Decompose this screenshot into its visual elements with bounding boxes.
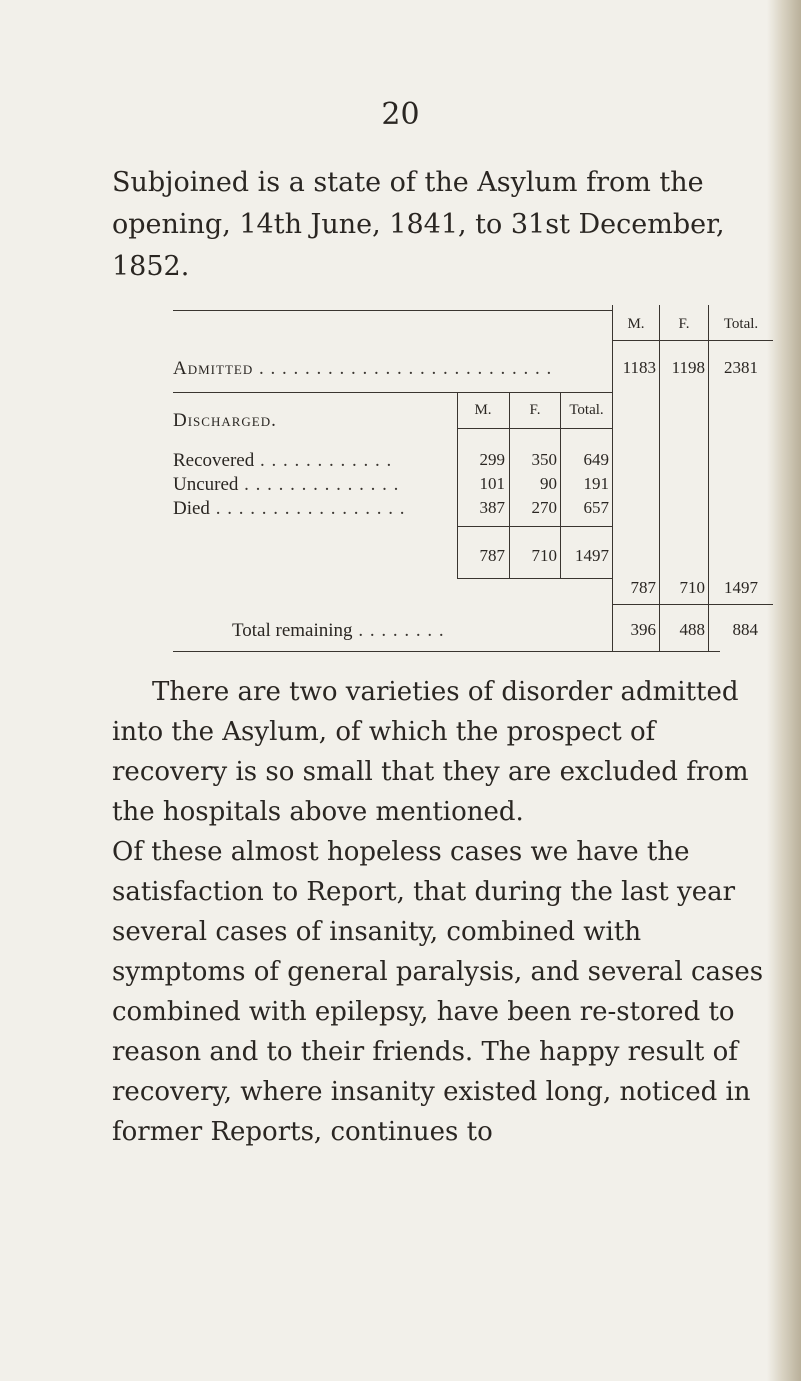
discharged-sum-total: 1497 [575,546,609,565]
body-paragraph-1: There are two varieties of disorder admitted into the Asylum, of which the prospect of recovery is so small that they are excluded from the hospitals above mentioned. [112,677,749,827]
admitted-underline [173,392,613,393]
uncured-total: 191 [583,474,609,493]
discharged-sum-top-rule [457,526,612,527]
header-m: M. [627,316,645,332]
discharged-header-underline [457,428,612,429]
discharged-header-total: Total. [569,402,604,418]
remaining-f: 488 [679,620,705,639]
discharged-sum-bottom-rule [457,578,612,579]
discharged-sum-f: 710 [531,546,557,565]
remaining-total: 884 [732,620,758,639]
discharged-sum-m: 787 [479,546,505,565]
carried-m: 787 [630,578,656,597]
header-f: F. [678,316,690,332]
admitted-total: 2381 [724,358,758,377]
uncured-f: 90 [540,474,557,493]
main-column-rule-1 [612,305,613,651]
main-column-rule-3 [708,305,709,651]
carried-underline [613,604,773,605]
recovered-total: 649 [583,450,609,469]
died-label-text: Died [173,498,210,519]
remaining-label [232,620,445,642]
page-number: 20 [381,97,420,132]
carried-f: 710 [679,578,705,597]
header-underline [613,340,773,341]
carried-total: 1497 [724,578,758,597]
intro-paragraph: Subjoined is a state of the Asylum from the opening, 14th June, 1841, to 31st December, 1852. [112,167,725,282]
admitted-label-text: Admitted [173,358,254,379]
died-total: 657 [583,498,609,517]
discharged-header-f: F. [529,402,541,418]
body-paragraph-2: Of these almost hopeless cases we have the satisfaction to Report, that during the last year several cases of insanity, combined with symptoms of general paralysis, and several cases combined with epilepsy, have been re-stored to reason and to their friends. The happy result of recovery, where insanity existed long, noticed in former Reports, continues to [112,837,764,1147]
discharged-label: Discharged. [173,410,277,431]
uncured-label-text: Uncured [173,474,239,495]
leader-dots: . . . . . . . . . . . . . . . . . [209,498,406,519]
leader-dots: . . . . . . . . [352,620,445,641]
remaining-m: 396 [630,620,656,639]
died-m: 387 [479,498,505,517]
admitted-m: 1183 [622,358,656,377]
recovered-m: 299 [479,450,505,469]
table-top-rule [173,310,613,311]
remaining-label-text: Total remaining [232,620,353,641]
recovered-f: 350 [531,450,557,469]
uncured-m: 101 [479,474,505,493]
leader-dots: . . . . . . . . . . . . . . . . . . . . . . . . . . [253,358,553,379]
discharged-header-m: M. [474,402,492,418]
table-bottom-rule [173,651,720,652]
recovered-label [173,450,392,472]
uncured-label [173,474,399,496]
main-column-rule-2 [659,305,660,651]
leader-dots: . . . . . . . . . . . . [254,450,393,471]
died-label [173,498,405,520]
admitted-label [173,358,552,380]
header-total: Total. [723,316,759,332]
leader-dots: . . . . . . . . . . . . . . [238,474,400,495]
died-f: 270 [531,498,557,517]
recovered-label-text: Recovered [173,450,255,471]
admitted-f: 1198 [671,358,705,377]
